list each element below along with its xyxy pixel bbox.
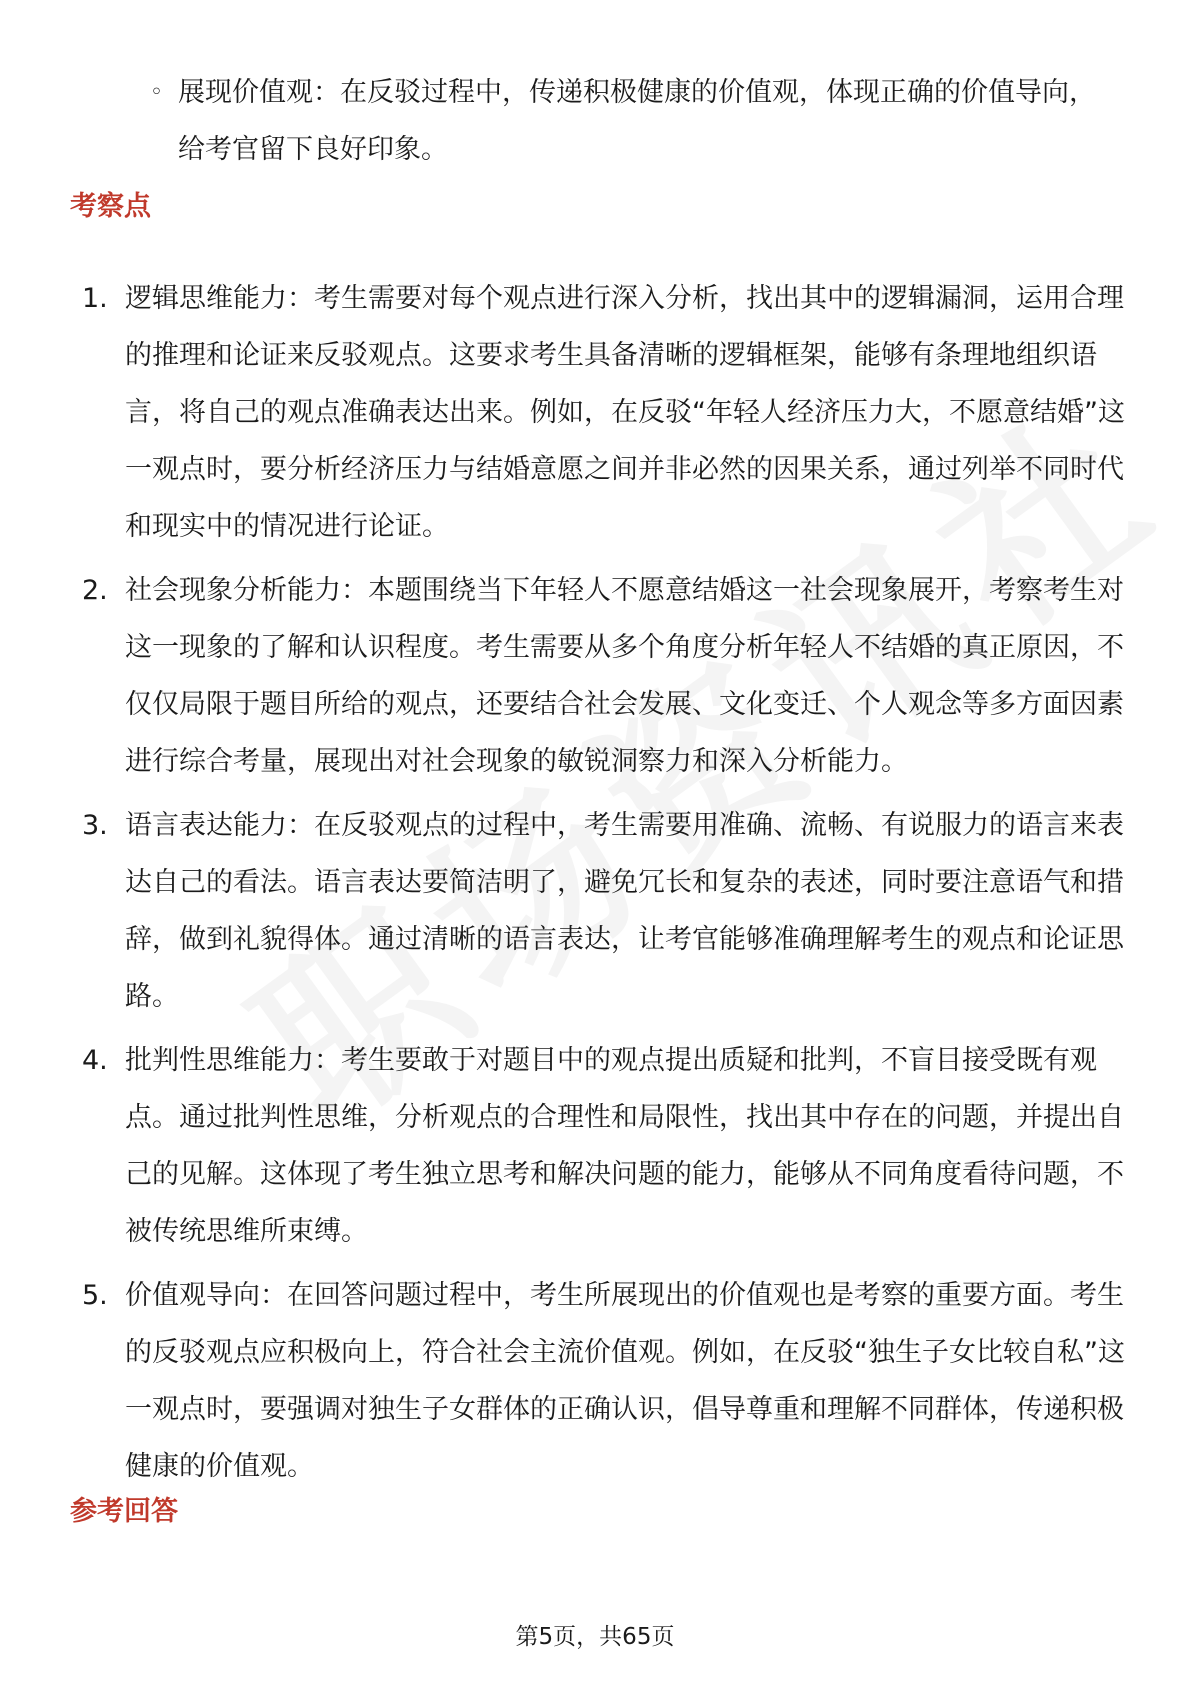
- list-item-number: 5.: [82, 1280, 108, 1311]
- list-item: [70, 1267, 1130, 1495]
- list-item-text: 价值观导向：在回答问题过程中，考生所展现出的价值观也是考察的重要方面。考生的反驳观点应积极向上，符合社会主流价值观。例如，在反驳“独生子女比较自私”这一观点时，要强调对独生子女群体的正确认识，倡导尊重和理解不同群体，传递积极健康的价值观。: [125, 1280, 1125, 1482]
- list-item-text: 语言表达能力：在反驳观点的过程中，考生需要用准确、流畅、有说服力的语言来表达自己的看法。语言表达要简洁明了，避免冗长和复杂的表述，同时要注意语气和措辞，做到礼貌得体。通过清晰的语言表达，让考官能够准确理解考生的观点和论证思路。: [125, 810, 1124, 1012]
- section-title-examination-points: 考察点: [70, 191, 151, 222]
- bullet-text: 展现价值观：在反驳过程中，传递积极健康的价值观，体现正确的价值导向，给考官留下良好印象。: [178, 77, 1096, 165]
- list-item-text: 批判性思维能力：考生要敢于对题目中的观点提出质疑和批判，不盲目接受既有观点。通过批判性思维，分析观点的合理性和局限性，找出其中存在的问题，并提出自己的见解。这体现了考生独立思考和解决问题的能力，能够从不同角度看待问题，不被传统思维所束缚。: [125, 1045, 1124, 1247]
- list-item-text: 逻辑思维能力：考生需要对每个观点进行深入分析，找出其中的逻辑漏洞，运用合理的推理和论证来反驳观点。这要求考生具备清晰的逻辑框架，能够有条理地组织语言，将自己的观点准确表达出来。例如，在反驳“年轻人经济压力大，不愿意结婚”这一观点时，要分析经济压力与结婚意愿之间并非必然的因果关系，通过列举不同时代和现实中的情况进行论证。: [125, 283, 1125, 542]
- list-item: [70, 1032, 1130, 1260]
- list-item-number: 3.: [82, 810, 108, 841]
- list-item: [70, 797, 1130, 1025]
- list-item: [70, 562, 1130, 790]
- hollow-bullet-icon: ◦: [150, 80, 163, 105]
- list-item-number: 1.: [82, 283, 108, 314]
- list-item-number: 2.: [82, 575, 108, 606]
- value-orientation-bullet: [150, 64, 1110, 178]
- section-title-reference-answer: 参考回答: [70, 1496, 178, 1527]
- list-item: [70, 270, 1130, 555]
- list-item-text: 社会现象分析能力：本题围绕当下年轻人不愿意结婚这一社会现象展开，考察考生对这一现象的了解和认识程度。考生需要从多个角度分析年轻人不结婚的真正原因，不仅仅局限于题目所给的观点，还要结合社会发展、文化变迁、个人观念等多方面因素进行综合考量，展现出对社会现象的敏锐洞察力和深入分析能力。: [125, 575, 1124, 777]
- examination-points-list: [70, 270, 1130, 1502]
- page-number: 第5页，共65页: [515, 1624, 675, 1650]
- list-item-number: 4.: [82, 1045, 108, 1076]
